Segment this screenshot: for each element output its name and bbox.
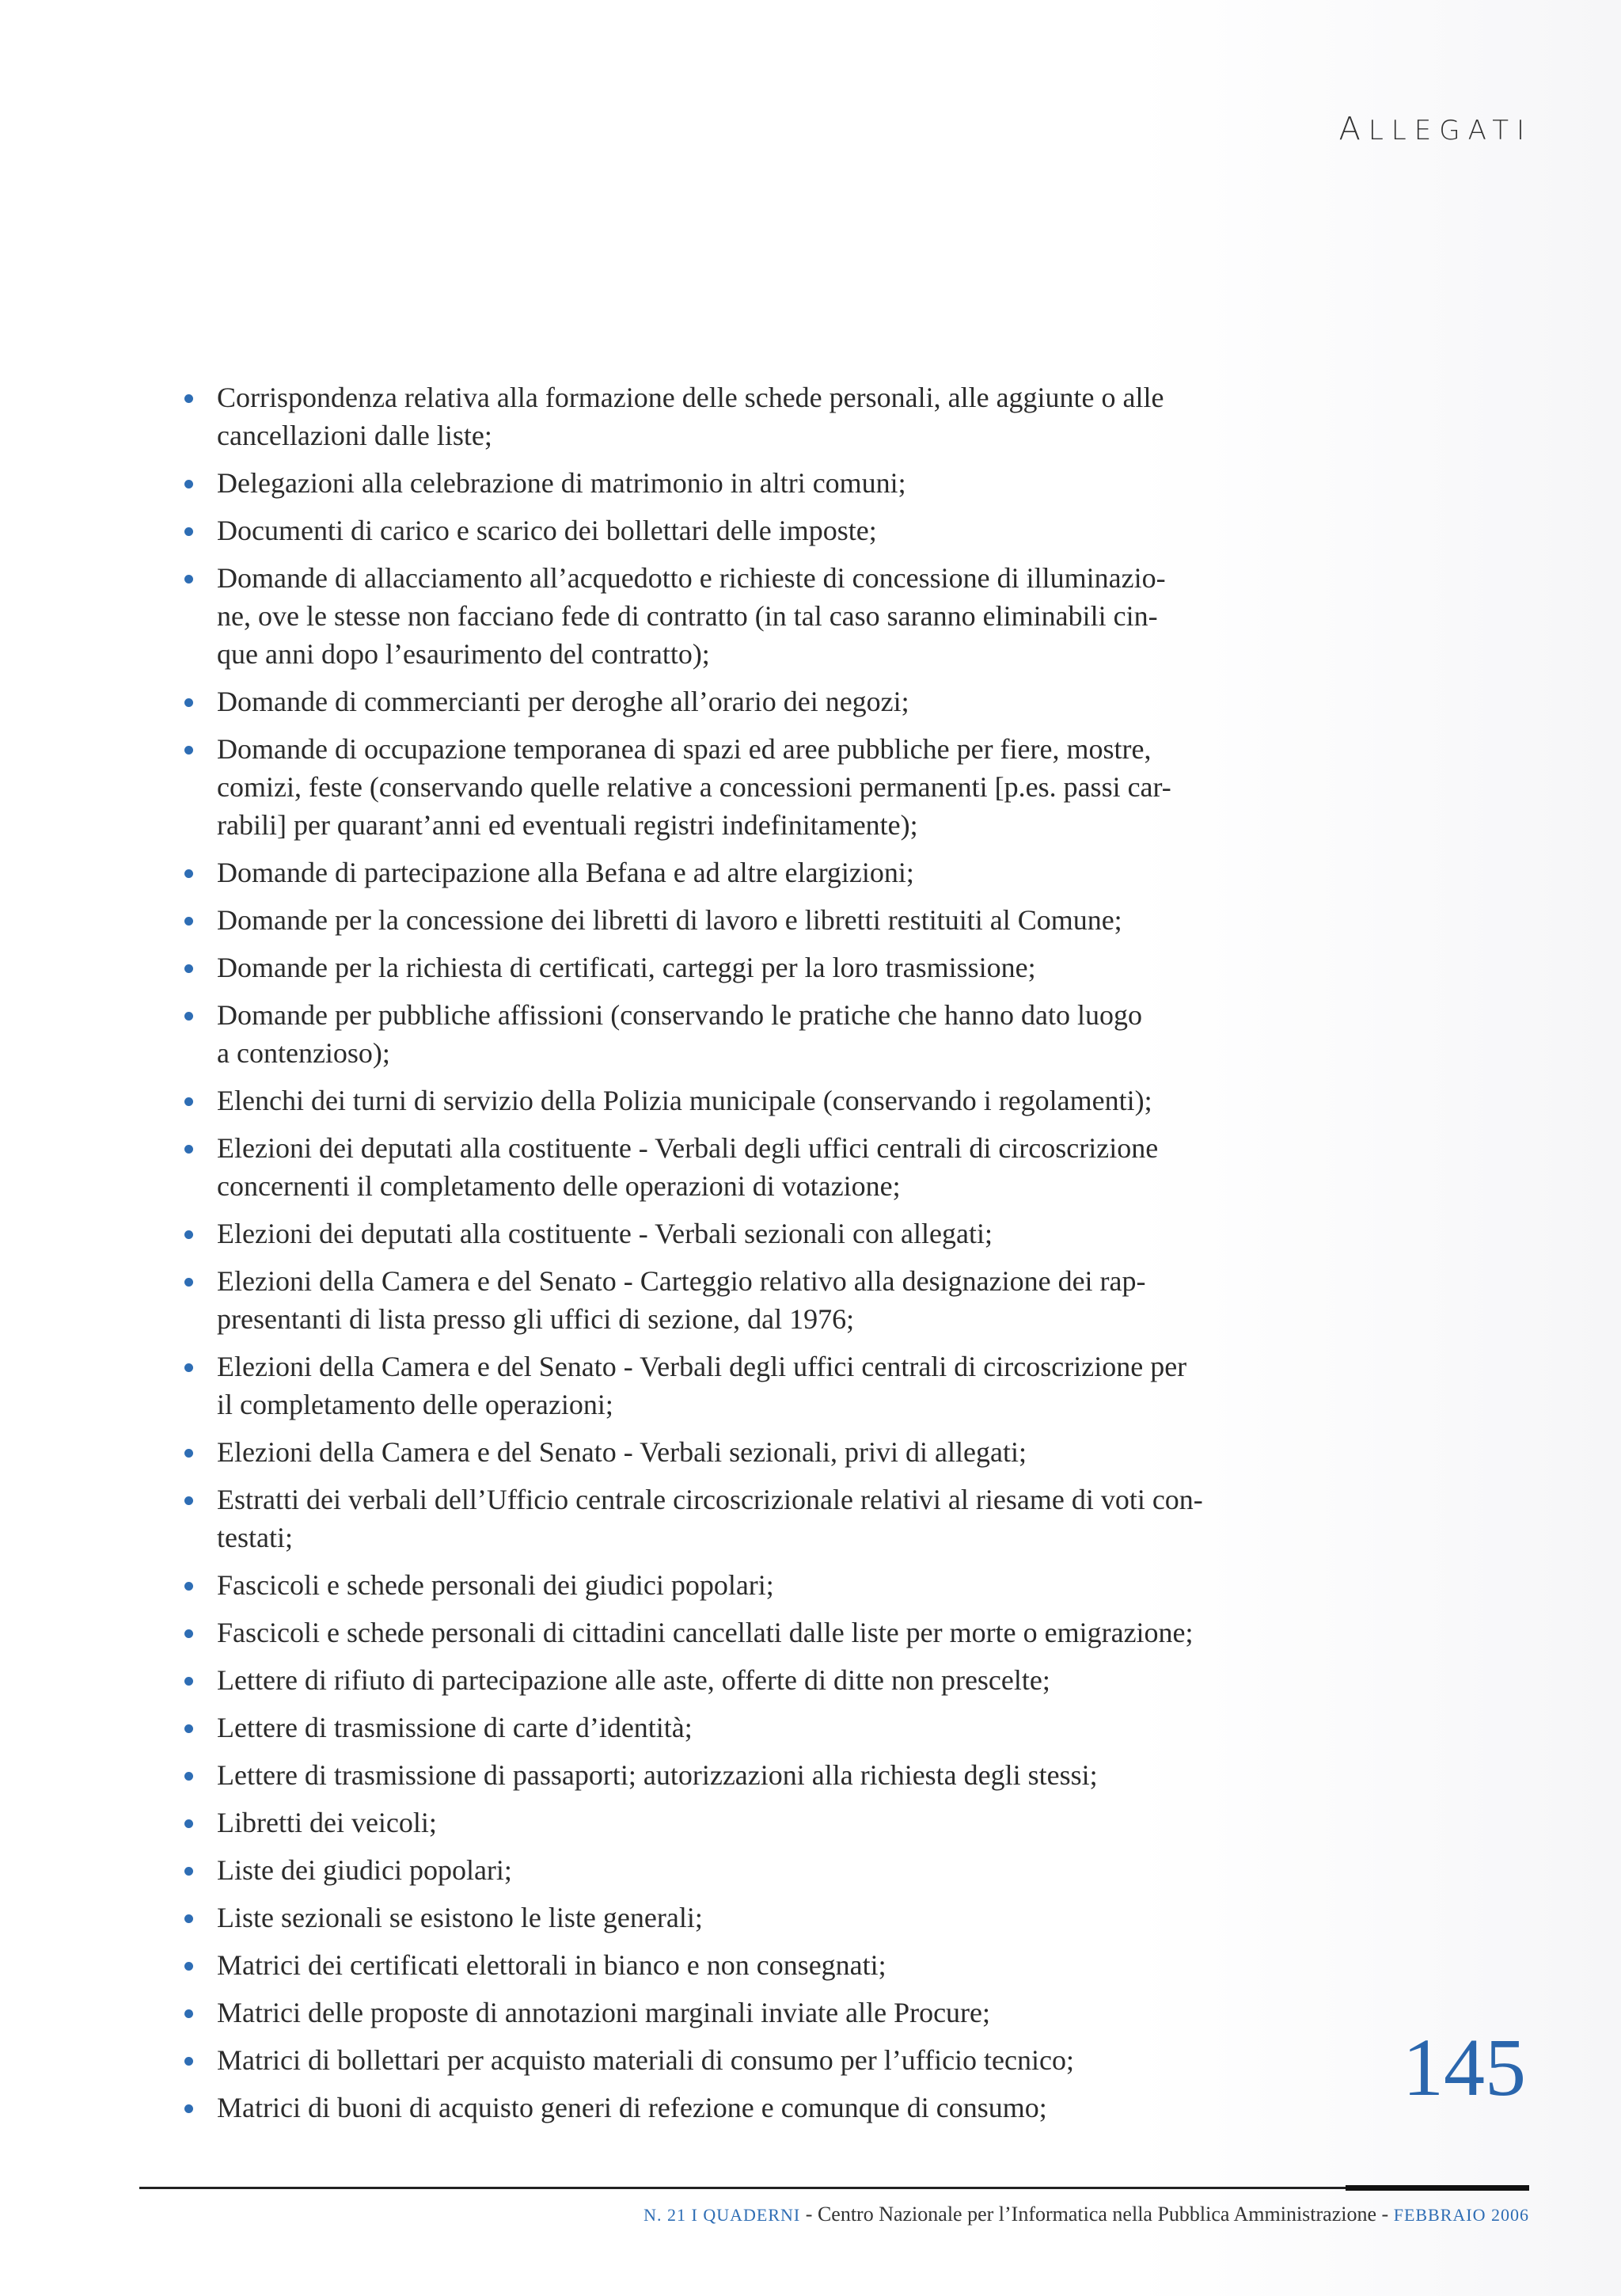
list-item-text: Estratti dei verbali dell’Ufficio centrale circoscrizionale relativi al riesame di voti con- testati; (217, 1484, 1203, 1553)
bullet-icon (184, 746, 193, 755)
list-item-text: Elezioni della Camera e del Senato - Verbali degli uffici centrali di circoscrizione per il completamento delle operazioni; (217, 1351, 1187, 1420)
list-item-text: Delegazioni alla celebrazione di matrimonio in altri comuni; (217, 467, 906, 499)
list-item-text: Elezioni della Camera e del Senato - Verbali sezionali, privi di allegati; (217, 1436, 1027, 1468)
footer-date: FEBBRAIO 2006 (1393, 2205, 1529, 2225)
list-item-text: Elezioni della Camera e del Senato - Carteggio relativo alla designazione dei rap- presentanti di lista presso gli uffici di sezione, dal 1976; (217, 1265, 1146, 1335)
list-item-text: Domande per la richiesta di certificati, carteggi per la loro trasmissione; (217, 952, 1036, 983)
section-title (1338, 111, 1532, 147)
bullet-icon (184, 1230, 193, 1239)
list-item-text: Matrici di bollettari per acquisto materiali di consumo per l’ufficio tecnico; (217, 2044, 1074, 2076)
bullet-icon (184, 1962, 193, 1971)
list-item-text: Lettere di rifiuto di partecipazione alle aste, offerte di ditte non prescelte; (217, 1664, 1050, 1696)
bullet-icon (184, 1772, 193, 1781)
bullet-icon (184, 964, 193, 973)
bullet-icon (184, 2057, 193, 2066)
bullet-icon (184, 1449, 193, 1458)
list-item-text: Domande di allacciamento all’acquedotto e richieste di concessione di illuminazio- ne, ove le stesse non facciano fede di contratto (in tal caso saranno eliminabili cin- que anni dopo l’esaurimento del contratto); (217, 562, 1166, 670)
list-item-text: Domande per la concessione dei libretti di lavoro e libretti restituiti al Comune; (217, 904, 1122, 936)
list-item-text: Domande di occupazione temporanea di spazi ed aree pubbliche per fiere, mostre, comizi, feste (conservando quelle relative a concessioni permanenti [p.es. passi car- rabili] per quarant’anni ed eventuali registri indefinitamente); (217, 733, 1171, 841)
page-number: 145 (1403, 2022, 1526, 2113)
bullet-icon (184, 1724, 193, 1733)
footer-issue: N. 21 I QUADERNI (643, 2205, 801, 2225)
list-item-text: Matrici dei certificati elettorali in bianco e non consegnati; (217, 1949, 886, 1981)
list-item-text: Elezioni dei deputati alla costituente - Verbali degli uffici centrali di circoscrizione concernenti il completamento delle operazioni di votazione; (217, 1132, 1159, 1202)
bullet-icon (184, 1363, 193, 1372)
footer-separator: - (800, 2203, 818, 2226)
footer (643, 2203, 1529, 2226)
list-item-text: Matrici di buoni di acquisto generi di refezione e comunque di consumo; (217, 2092, 1047, 2123)
list-item-text: Domande per pubbliche affissioni (conservando le pratiche che hanno dato luogo a contenzioso); (217, 999, 1142, 1069)
bullet-icon (184, 527, 193, 536)
bullet-icon (184, 1867, 193, 1876)
bullet-icon (184, 575, 193, 584)
footer-rule-accent (1346, 2185, 1529, 2191)
bullet-icon (184, 1145, 193, 1154)
bullet-icon (184, 480, 193, 488)
bullet-icon (184, 394, 193, 403)
list-item-text: Documenti di carico e scarico dei bollettari delle imposte; (217, 515, 877, 546)
footer-publisher: Centro Nazionale per l’Informatica nella Pubblica Amministrazione (817, 2203, 1377, 2226)
list-item-text: Liste sezionali se esistono le liste generali; (217, 1902, 703, 1933)
bullet-icon (184, 917, 193, 926)
bullet-icon (184, 1914, 193, 1923)
list-item-text: Lettere di trasmissione di passaporti; autorizzazioni alla richiesta degli stessi; (217, 1759, 1098, 1791)
section-title-rest: LLEGATI (1368, 115, 1532, 146)
list-item-text: Domande di partecipazione alla Befana e ad altre elargizioni; (217, 857, 914, 888)
bullet-icon (184, 1012, 193, 1021)
bullet-icon (184, 1582, 193, 1591)
list-item-text: Elenchi dei turni di servizio della Polizia municipale (conservando i regolamenti); (217, 1085, 1152, 1116)
bullet-icon (184, 698, 193, 707)
list-item-text: Liste dei giudici popolari; (217, 1854, 512, 1886)
bullet-icon (184, 2104, 193, 2113)
footer-separator: - (1376, 2203, 1394, 2226)
bullet-icon (184, 869, 193, 878)
section-title-cap: A (1338, 111, 1369, 147)
bullet-icon (184, 1677, 193, 1686)
list-item-text: Matrici delle proposte di annotazioni marginali inviate alle Procure; (217, 1997, 991, 2028)
list-item-text: Fascicoli e schede personali di cittadini cancellati dalle liste per morte o emigrazione; (217, 1617, 1194, 1648)
list-item-text: Elezioni dei deputati alla costituente - Verbali sezionali con allegati; (217, 1218, 993, 1249)
bullet-icon (184, 1819, 193, 1828)
bullet-icon (184, 1496, 193, 1505)
footer-rule (139, 2187, 1529, 2189)
bullet-icon (184, 1278, 193, 1287)
list-item-text: Libretti dei veicoli; (217, 1807, 437, 1838)
bullet-icon (184, 2009, 193, 2018)
list-item-text: Domande di commercianti per deroghe all’orario dei negozi; (217, 686, 909, 717)
list-item-text: Lettere di trasmissione di carte d’identità; (217, 1712, 693, 1743)
bullet-icon (184, 1629, 193, 1638)
list-item-text: Corrispondenza relativa alla formazione delle schede personali, alle aggiunte o alle cancellazioni dalle liste; (217, 382, 1164, 451)
list-item-text: Fascicoli e schede personali dei giudici popolari; (217, 1569, 774, 1601)
bullet-icon (184, 1097, 193, 1106)
